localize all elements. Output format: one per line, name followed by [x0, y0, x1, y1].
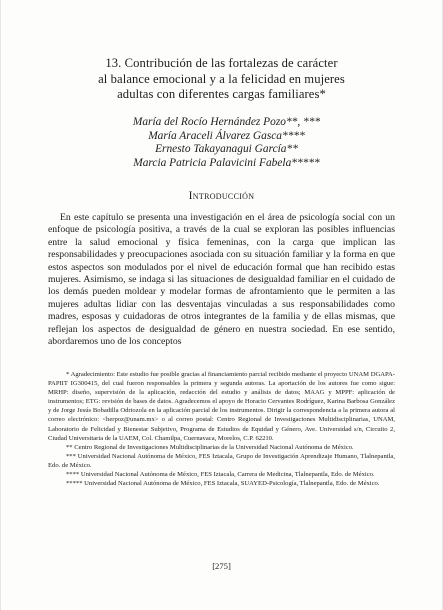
chapter-title-line: adultas con diferentes cargas familiares* [117, 87, 326, 101]
footnote: * Agradecimiento: Este estudio fue posible gracias al financiamiento parcial recibido mediante el proyecto UNAM DGAPA-PAPIIT IG300415, del cual fueron responsables la primera y segunda autoras. La aportación de los autores fue como sigue: MRHP: diseño, supervisión de la aplicación, redacción del estudio y análisis de datos; MAAG y MPPF: aplicación de instrumentos; ETG: revisión de bases de datos. Agradecemos el apoyo de Horacio Cervantes Rodríguez, Karina Barbosa González y de Jorge Jesús Bobadilla Odriozola en la aplicación parcial de los instrumentos. Dirigir la correspondencia a la primera autora al correo electrónico: <herpoz@unam.mx> o al correo postal: Centro Regional de Investigaciones Multidisciplinarias, UNAM, Laboratorio de Felicidad y Bienestar Subjetivo, Programa de Estudios de Equidad y Género, Ave. Universidad s/n, Circuito 2, Ciudad Universitaria de la UAEM, Col. Chamilpa, Cuernavaca, Morelos, C.P. 62210. [48, 371, 395, 442]
chapter-title-line: al balance emocional y a la felicidad en mujeres [98, 71, 345, 86]
footnote: *** Universidad Nacional Autónoma de México, FES Iztacala, Grupo de Investigación Aprendizaje Humano, Tlalnepantla, Edo. de México. [48, 452, 395, 469]
footnote: ** Centro Regional de Investigaciones Multidisciplinarias de la Universidad Nacional Autónoma de México. [66, 443, 354, 451]
author-name: Marcia Patricia Palavicini Fabela***** [133, 156, 320, 169]
section-heading: Introducción [188, 190, 255, 202]
author-name: María del Rocío Hernández Pozo**, *** [132, 116, 321, 128]
page-number: [275] [212, 561, 231, 571]
chapter-title-line: 13. Contribución de las fortalezas de carácter [105, 56, 338, 70]
footnote: **** Universidad Nacional Autónoma de México, FES Iztacala, Carrera de Medicina, Tlalnepantla, Edo. de México. [66, 471, 375, 479]
chapter-title [41, 56, 402, 103]
author-name: María Araceli Álvarez Gasca**** [148, 129, 305, 142]
author-list [61, 116, 392, 170]
footnotes [48, 370, 395, 488]
footnote: ***** Universidad Nacional Autónoma de México, FES Iztacala, SUAYED-Psicología, Tlalnepantla, Edo. de México. [66, 480, 380, 488]
author-name: Ernesto Takayanagui García** [155, 143, 298, 156]
body-paragraph: En este capítulo se presenta una investigación en el área de psicología social con un enfoque de psicología positiva, a través de la cual se exploran las posibles influencias entre la salud emocional y física femeninas, con la carga que implican las responsabilidades y preocupaciones asociada con su situación familiar y la forma en que estos aspectos son modulados por el nivel de educación formal que han recibido estas mujeres. Asimismo, se indaga si las situaciones de desigualdad familiar en el cuidado de los demás pueden moldear y modelar formas de afrontamiento que le permiten a las mujeres adultas lidiar con las desventajas vinculadas a sus responsabilidades como madres, esposas y cuidadoras de otros integrantes de la familia y de ellas mismas, que reflejan los aspectos de desigualdad de género en nuestra sociedad. En ese sentido, abordaremos uno de los conceptos [48, 212, 395, 348]
